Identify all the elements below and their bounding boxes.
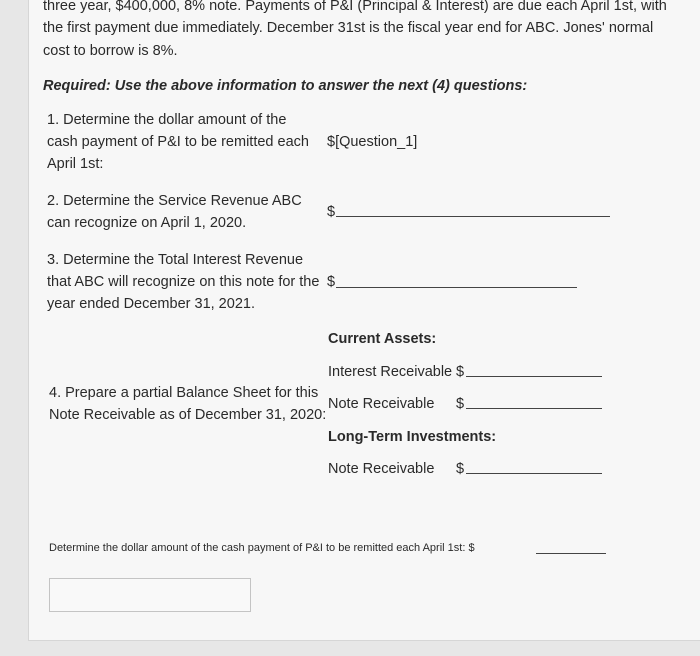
q1-line-2: cash payment of P&I to be remitted each	[47, 134, 309, 150]
current-assets-heading: Current Assets:	[328, 331, 437, 347]
q1-answer-placeholder: $[Question_1]	[327, 134, 418, 150]
note-receivable-current-answer-line	[466, 408, 602, 409]
bottom-question-answer-line	[536, 553, 606, 554]
q2-answer-line	[336, 216, 610, 217]
long-term-investments-heading: Long-Term Investments:	[328, 429, 497, 445]
q3-dollar-sign: $	[327, 274, 336, 290]
q2-line-2: can recognize on April 1, 2020.	[47, 215, 247, 231]
q4-line-1: 4. Prepare a partial Balance Sheet for this	[49, 385, 319, 401]
q3-line-2: that ABC will recognize on this note for the	[47, 274, 320, 290]
q3-answer-line	[336, 287, 577, 288]
intro-line-3: cost to borrow is 8%.	[43, 43, 178, 59]
q2-line-1: 2. Determine the Service Revenue ABC	[47, 193, 302, 209]
note-receivable-longterm-answer-line	[466, 473, 602, 474]
intro-line-1: three year, $400,000, 8% note. Payments of P&I (Principal & Interest) are due each April 1st, with	[43, 0, 667, 14]
q4-line-2: Note Receivable as of December 31, 2020:	[49, 407, 327, 423]
required-heading: Required: Use the above information to answer the next (4) questions:	[43, 78, 528, 94]
q1-line-1: 1. Determine the dollar amount of the	[47, 112, 287, 128]
intro-line-2: the first payment due immediately. December 31st is the fiscal year end for ABC. Jones' normal	[43, 20, 654, 36]
note-receivable-longterm-label: Note Receivable	[328, 461, 435, 477]
answer-input[interactable]	[49, 578, 251, 612]
bottom-question-text: Determine the dollar amount of the cash payment of P&I to be remitted each April 1st: $	[49, 542, 475, 554]
note-receivable-current-dollar: $	[456, 396, 465, 412]
interest-receivable-answer-line	[466, 376, 602, 377]
note-receivable-longterm-dollar: $	[456, 461, 465, 477]
q3-line-3: year ended December 31, 2021.	[47, 296, 255, 312]
q1-line-3: April 1st:	[47, 156, 104, 172]
q2-dollar-sign: $	[327, 204, 336, 220]
note-receivable-current-label: Note Receivable	[328, 396, 435, 412]
interest-receivable-label: Interest Receivable	[328, 364, 453, 380]
interest-receivable-dollar: $	[456, 364, 465, 380]
q3-line-1: 3. Determine the Total Interest Revenue	[47, 252, 304, 268]
document-page	[28, 0, 700, 641]
